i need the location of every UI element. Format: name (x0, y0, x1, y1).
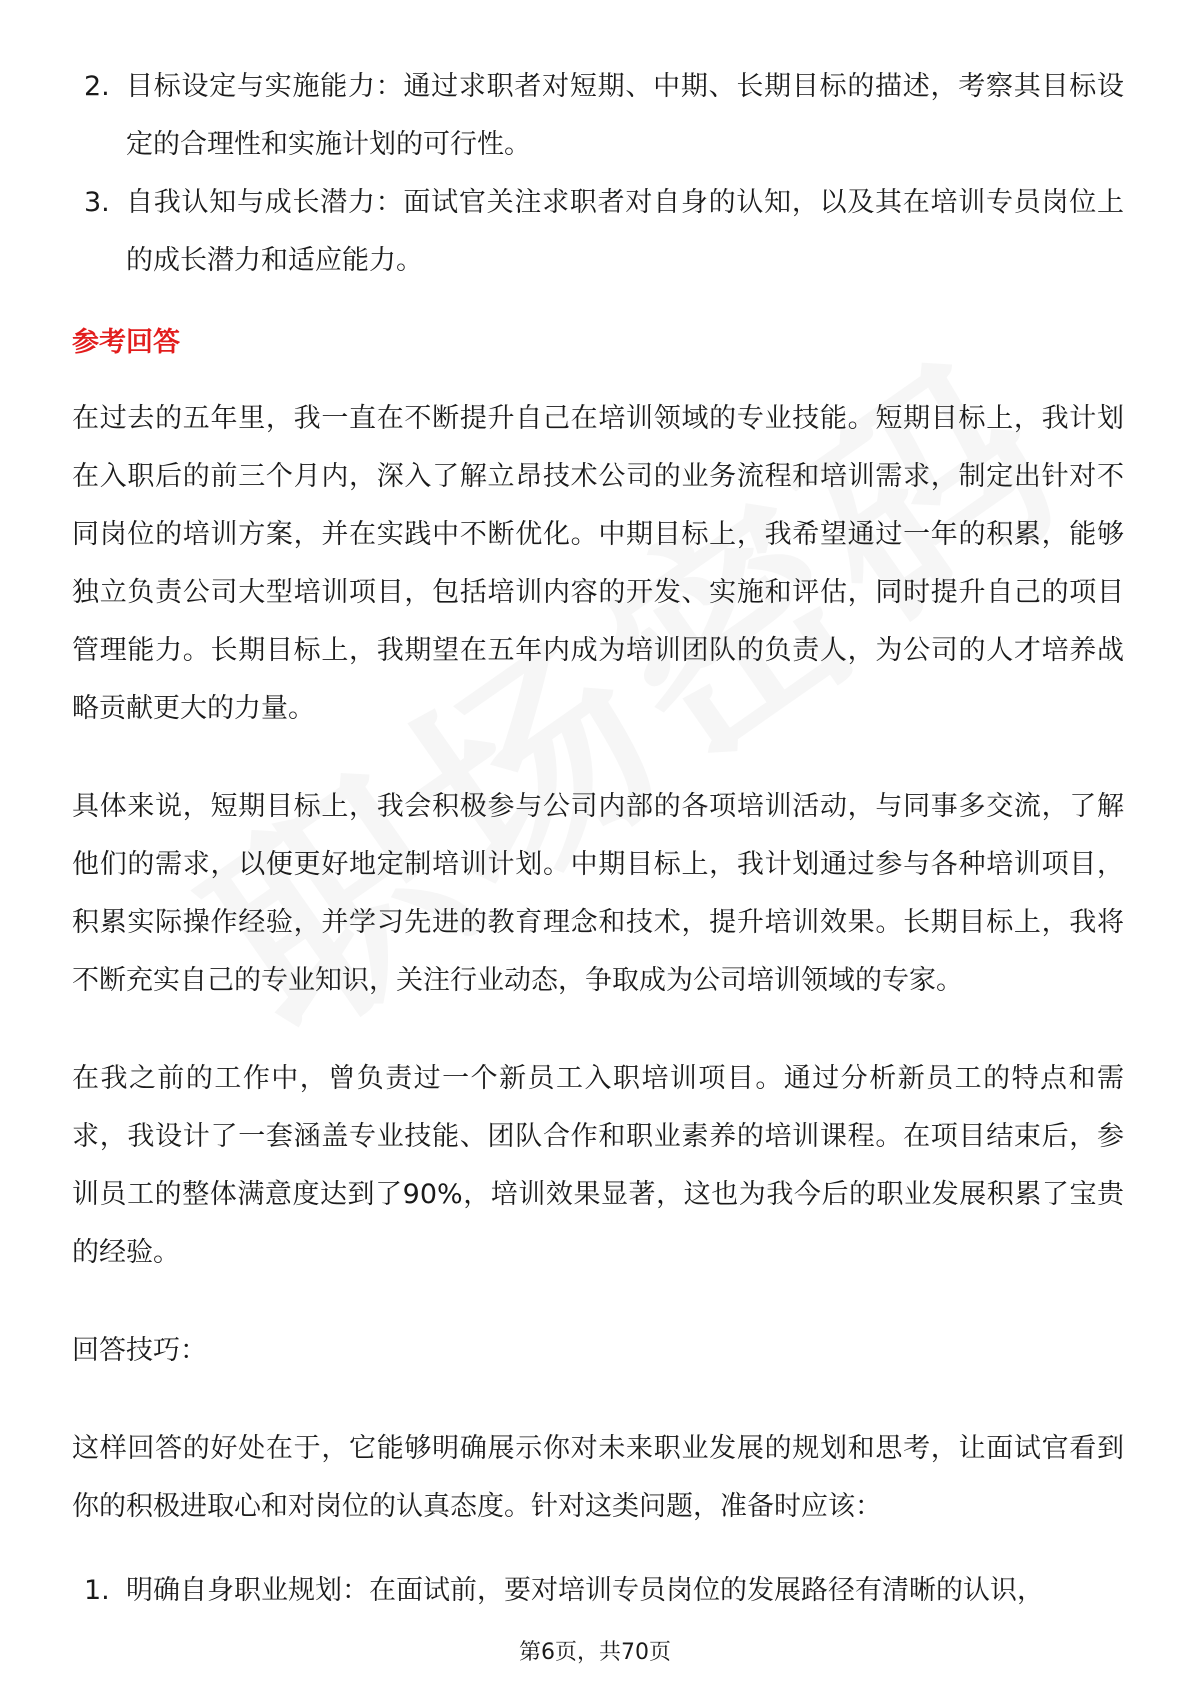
list-item-number: 1. (84, 1575, 110, 1606)
page-number-footer: 第6页，共70页 (519, 1640, 671, 1665)
list-item-text: 自我认知与成长潜力：面试官关注求职者对自身的认知，以及其在培训专员岗位上的成长潜力和适应能力。 (126, 187, 1124, 276)
tips-heading: 回答技巧： (72, 1335, 207, 1366)
list-item (72, 174, 1124, 290)
paragraph: 在我之前的工作中，曾负责过一个新员工入职培训项目。通过分析新员工的特点和需求，我设计了一套涵盖专业技能、团队合作和职业素养的培训课程。在项目结束后，参训员工的整体满意度达到了90%，培训效果显著，这也为我今后的职业发展积累了宝贵的经验。 (72, 1063, 1124, 1268)
page-content (72, 58, 1124, 1620)
list-item-text: 明确自身职业规划：在面试前，要对培训专员岗位的发展路径有清晰的认识， (126, 1575, 1044, 1606)
paragraph: 具体来说，短期目标上，我会积极参与公司内部的各项培训活动，与同事多交流，了解他们的需求，以便更好地定制培训计划。中期目标上，我计划通过参与各种培训项目，积累实际操作经验，并学习先进的教育理念和技术，提升培训效果。长期目标上，我将不断充实自己的专业知识，关注行业动态，争取成为公司培训领域的专家。 (72, 791, 1124, 996)
list-item-number: 3. (84, 187, 110, 218)
list-item-text: 目标设定与实施能力：通过求职者对短期、中期、长期目标的描述，考察其目标设定的合理性和实施计划的可行性。 (126, 71, 1124, 160)
paragraph: 在过去的五年里，我一直在不断提升自己在培训领域的专业技能。短期目标上，我计划在入职后的前三个月内，深入了解立昂技术公司的业务流程和培训需求，制定出针对不同岗位的培训方案，并在实践中不断优化。中期目标上，我希望通过一年的积累，能够独立负责公司大型培训项目，包括培训内容的开发、实施和评估，同时提升自己的项目管理能力。长期目标上，我期望在五年内成为培训团队的负责人，为公司的人才培养战略贡献更大的力量。 (72, 403, 1124, 724)
list-item (72, 1562, 1124, 1620)
section-title: 参考回答 (72, 327, 180, 358)
list-item-number: 2. (84, 71, 110, 102)
paragraph: 这样回答的好处在于，它能够明确展示你对未来职业发展的规划和思考，让面试官看到你的积极进取心和对岗位的认真态度。针对这类问题，准备时应该： (72, 1433, 1124, 1522)
list-item (72, 58, 1124, 174)
